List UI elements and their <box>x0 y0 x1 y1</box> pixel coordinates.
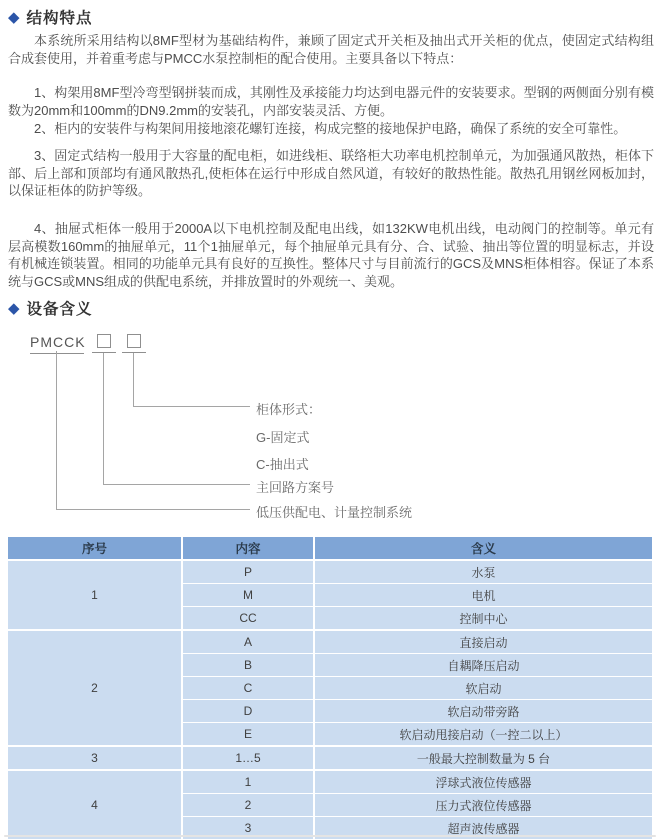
header-cell-meaning: 含义 <box>313 537 652 559</box>
section-title-text: 结构特点 <box>26 10 93 27</box>
label-fixed-type: G-固定式 <box>256 430 310 445</box>
model-digit-box-1 <box>97 334 111 348</box>
table-header-row <box>8 537 652 559</box>
model-code-diagram <box>0 330 660 535</box>
content-cell: 1 <box>181 769 313 793</box>
label-cabinet-type: 柜体形式： <box>256 402 322 417</box>
meaning-cell: 水泵 <box>313 559 652 583</box>
meaning-cell: 电机 <box>313 583 652 606</box>
content-cell: 1…5 <box>181 745 313 769</box>
header-cell-no: 序号 <box>8 537 181 559</box>
connector-line <box>133 406 250 407</box>
meaning-cell: 控制中心 <box>313 606 652 629</box>
diamond-bullet-icon: ◆ <box>8 8 20 26</box>
content-cell: P <box>181 559 313 583</box>
connector-line <box>56 351 57 509</box>
table-row <box>8 745 652 769</box>
group-no-cell: 2 <box>8 629 181 745</box>
meaning-cell: 压力式液位传感器 <box>313 793 652 816</box>
meaning-section-title <box>8 297 93 319</box>
model-digit-box-2 <box>127 334 141 348</box>
meaning-cell: 软启动甩接启动（一控二以上） <box>313 722 652 745</box>
meaning-cell: 自耦降压启动 <box>313 653 652 676</box>
connector-line <box>103 353 104 484</box>
content-cell: E <box>181 722 313 745</box>
content-cell: 2 <box>181 793 313 816</box>
feature-item-3: 3、固定式结构一般用于大容量的配电柜，如进线柜、联络柜大功率电机控制单元，为加强通风散热，柜体下部、后上部和顶部均有通风散热孔,使柜体在运行中形成自然风道，有较好的散热性能。散热孔用钢丝网板加封，以保证柜体的防护等级。 <box>8 148 654 198</box>
diamond-bullet-icon: ◆ <box>8 299 20 317</box>
feature-item-4: 4、抽屉式柜体一般用于2000A以下电机控制及配电出线，如132KW电机出线，电动阀门的控制等。单元有层高模数160mm的抽屉单元，11个1抽屉单元，每个抽屉单元具有分、合、试验、抽出等位置的明显标志，并设有机械连锁装置。相同的功能单元具有良好的互换性。整体尺寸与目前流行的GCS及MNS柜体相容。保证了本系统与GCS或MNS组成的供配电系统，并排放置时的外观统一、美观。 <box>8 221 654 289</box>
label-system-name: 低压供配电、计量控制系统 <box>256 505 413 520</box>
equipment-meaning-table <box>8 537 652 839</box>
model-code-text: PMCCK <box>30 334 84 354</box>
header-cell-content: 内容 <box>181 537 313 559</box>
meaning-cell: 软启动带旁路 <box>313 699 652 722</box>
meaning-cell: 超声波传感器 <box>313 816 652 839</box>
meaning-cell: 直接启动 <box>313 629 652 653</box>
digit-box-underline <box>92 352 116 353</box>
meaning-cell: 浮球式液位传感器 <box>313 769 652 793</box>
meaning-cell: 一般最大控制数量为 5 台 <box>313 745 652 769</box>
page-bottom-divider <box>4 835 656 837</box>
group-no-cell: 1 <box>8 559 181 629</box>
content-cell: M <box>181 583 313 606</box>
group-no-cell: 3 <box>8 745 181 769</box>
content-cell: B <box>181 653 313 676</box>
table-row <box>8 559 652 583</box>
label-drawout-type: C-抽出式 <box>256 457 309 472</box>
connector-line <box>56 509 250 510</box>
feature-item-2: 2、柜内的安装件与构架间用接地滚花螺钉连接，构成完整的接地保护电路，确保了系统的安全可靠性。 <box>34 121 627 136</box>
intro-paragraph: 本系统所采用结构以8MF型材为基础结构件，兼顾了固定式开关柜及抽出式开关柜的优点，使固定式结构组合成套使用，并着重考虑与PMCC水泵控制柜的配合使用。主要具备以下特点： <box>8 33 654 66</box>
structure-section-title <box>8 6 93 28</box>
connector-line <box>103 484 250 485</box>
section-title-text: 设备含义 <box>26 301 93 318</box>
label-scheme-number: 主回路方案号 <box>256 480 335 495</box>
table-row <box>8 769 652 793</box>
content-cell: A <box>181 629 313 653</box>
content-cell: D <box>181 699 313 722</box>
table-row <box>8 629 652 653</box>
digit-box-underline <box>122 352 146 353</box>
feature-item-1: 1、构架用8MF型冷弯型钢拼装而成，其刚性及承接能力均达到电器元件的安装要求。型钢的两侧面分别有模数为20mm和100mm的DN9.2mm的安装孔，内部安装灵活、方便。 <box>8 85 654 118</box>
content-cell: C <box>181 676 313 699</box>
connector-line <box>133 353 134 406</box>
group-no-cell: 4 <box>8 769 181 839</box>
content-cell: 3 <box>181 816 313 839</box>
meaning-cell: 软启动 <box>313 676 652 699</box>
content-cell: CC <box>181 606 313 629</box>
